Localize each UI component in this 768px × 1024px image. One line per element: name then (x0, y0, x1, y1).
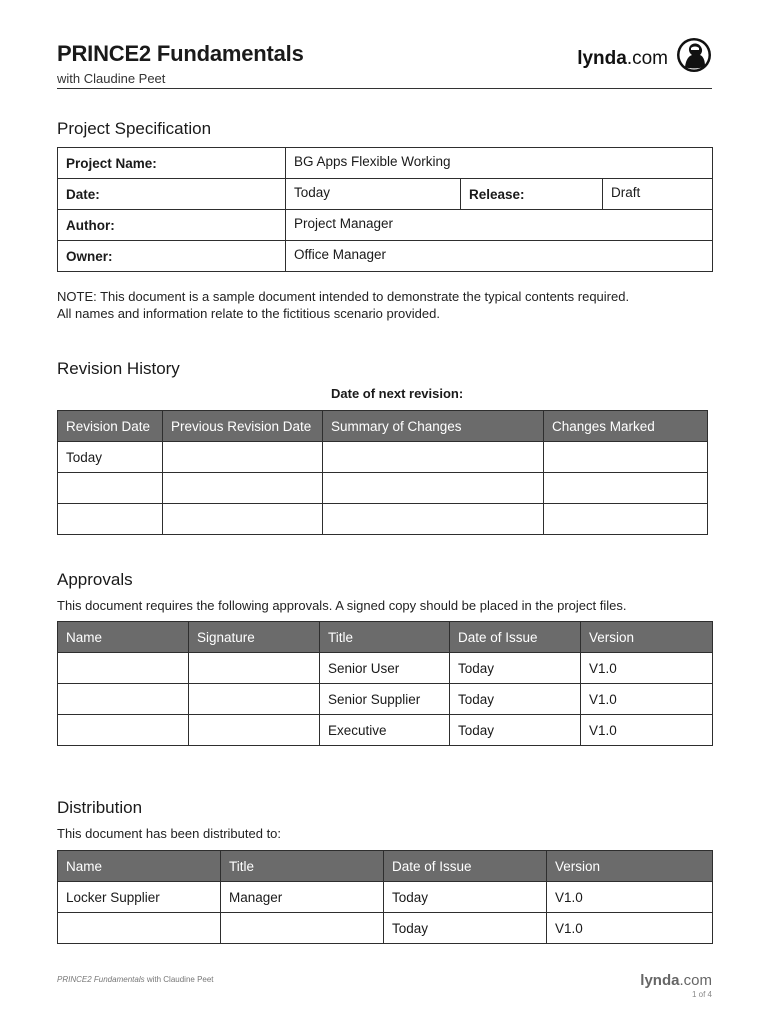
table-cell: V1.0 (547, 913, 713, 944)
table-cell: Executive (320, 715, 450, 746)
table-cell (221, 913, 384, 944)
table-header-row (58, 622, 713, 653)
table-cell (323, 504, 544, 535)
table-cell: V1.0 (581, 653, 713, 684)
revision-history-table (57, 410, 708, 535)
table-cell (189, 715, 320, 746)
column-header: Name (58, 622, 189, 653)
table-cell: Today (384, 913, 547, 944)
table-cell (58, 684, 189, 715)
column-header: Version (547, 851, 713, 882)
table-cell (544, 442, 708, 473)
footer-brand-bold: lynda (640, 972, 680, 989)
table-cell: Senior User (320, 653, 450, 684)
table-row (58, 442, 708, 473)
column-header: Name (58, 851, 221, 882)
table-row (58, 715, 713, 746)
table-cell: Today (58, 442, 163, 473)
column-header: Date of Issue (450, 622, 581, 653)
table-cell (544, 473, 708, 504)
table-cell (58, 715, 189, 746)
table-cell: Senior Supplier (320, 684, 450, 715)
footer-brand-rest: .com (679, 972, 712, 989)
table-cell (544, 504, 708, 535)
table-row (58, 653, 713, 684)
column-header: Summary of Changes (323, 411, 544, 442)
project-specification-table (57, 147, 713, 272)
table-cell (58, 653, 189, 684)
table-cell (163, 504, 323, 535)
table-row (58, 241, 713, 272)
distribution-intro: This document has been distributed to: (57, 826, 282, 841)
table-cell: V1.0 (581, 684, 713, 715)
project-name-label: Project Name: (58, 148, 286, 179)
column-header: Date of Issue (384, 851, 547, 882)
note-line: NOTE: This document is a sample document intended to demonstrate the typical contents required. (57, 289, 630, 304)
brand-bold: lynda (577, 48, 627, 69)
table-cell (58, 473, 163, 504)
table-header-row (58, 411, 708, 442)
footer-brand-logo (640, 972, 712, 989)
table-header-row (58, 851, 713, 882)
document-subtitle: with Claudine Peet (57, 71, 166, 86)
table-row (58, 504, 708, 535)
table-cell (163, 473, 323, 504)
document-title: PRINCE2 Fundamentals (57, 41, 304, 66)
table-cell: Today (450, 684, 581, 715)
owner-label: Owner: (58, 241, 286, 272)
column-header: Version (581, 622, 713, 653)
column-header: Title (320, 622, 450, 653)
table-cell (189, 653, 320, 684)
footer-course-title: PRINCE2 Fundamentals (57, 975, 145, 984)
owner-value: Office Manager (286, 241, 713, 272)
next-revision-label: Date of next revision: (331, 386, 464, 401)
table-cell: Today (450, 653, 581, 684)
approvals-table (57, 621, 713, 746)
project-name-value: BG Apps Flexible Working (286, 148, 713, 179)
table-row (58, 148, 713, 179)
approvals-heading: Approvals (57, 570, 133, 589)
column-header: Previous Revision Date (163, 411, 323, 442)
distribution-heading: Distribution (57, 798, 143, 817)
release-label: Release: (461, 179, 603, 210)
table-row (58, 473, 708, 504)
project-specification-heading: Project Specification (57, 119, 212, 138)
column-header: Signature (189, 622, 320, 653)
table-row (58, 913, 713, 944)
brand-rest: .com (626, 48, 668, 69)
table-cell: Locker Supplier (58, 882, 221, 913)
date-label: Date: (58, 179, 286, 210)
column-header: Revision Date (58, 411, 163, 442)
table-cell (323, 473, 544, 504)
approvals-intro: This document requires the following approvals. A signed copy should be placed in the project files. (57, 598, 627, 613)
table-cell (58, 504, 163, 535)
date-value: Today (286, 179, 461, 210)
distribution-table (57, 850, 713, 944)
author-value: Project Manager (286, 210, 713, 241)
brand-logo-text (577, 48, 668, 70)
note-paragraph (57, 288, 629, 322)
note-line: All names and information relate to the fictitious scenario provided. (57, 306, 440, 321)
column-header: Changes Marked (544, 411, 708, 442)
table-cell (189, 684, 320, 715)
column-header: Title (221, 851, 384, 882)
author-label: Author: (58, 210, 286, 241)
table-row (58, 684, 713, 715)
footer-course-credit (57, 975, 214, 984)
table-row (58, 210, 713, 241)
footer-instructor: with Claudine Peet (144, 975, 214, 984)
table-cell (163, 442, 323, 473)
table-row (58, 179, 713, 210)
table-cell: V1.0 (581, 715, 713, 746)
table-cell (58, 913, 221, 944)
table-cell: Today (450, 715, 581, 746)
document-header (57, 40, 712, 89)
release-value: Draft (603, 179, 713, 210)
lynda-seal-icon (676, 37, 712, 73)
table-cell: Today (384, 882, 547, 913)
table-cell (323, 442, 544, 473)
table-cell: V1.0 (547, 882, 713, 913)
page-number: 1 of 4 (691, 990, 712, 999)
table-cell: Manager (221, 882, 384, 913)
revision-history-heading: Revision History (57, 359, 180, 378)
table-row (58, 882, 713, 913)
